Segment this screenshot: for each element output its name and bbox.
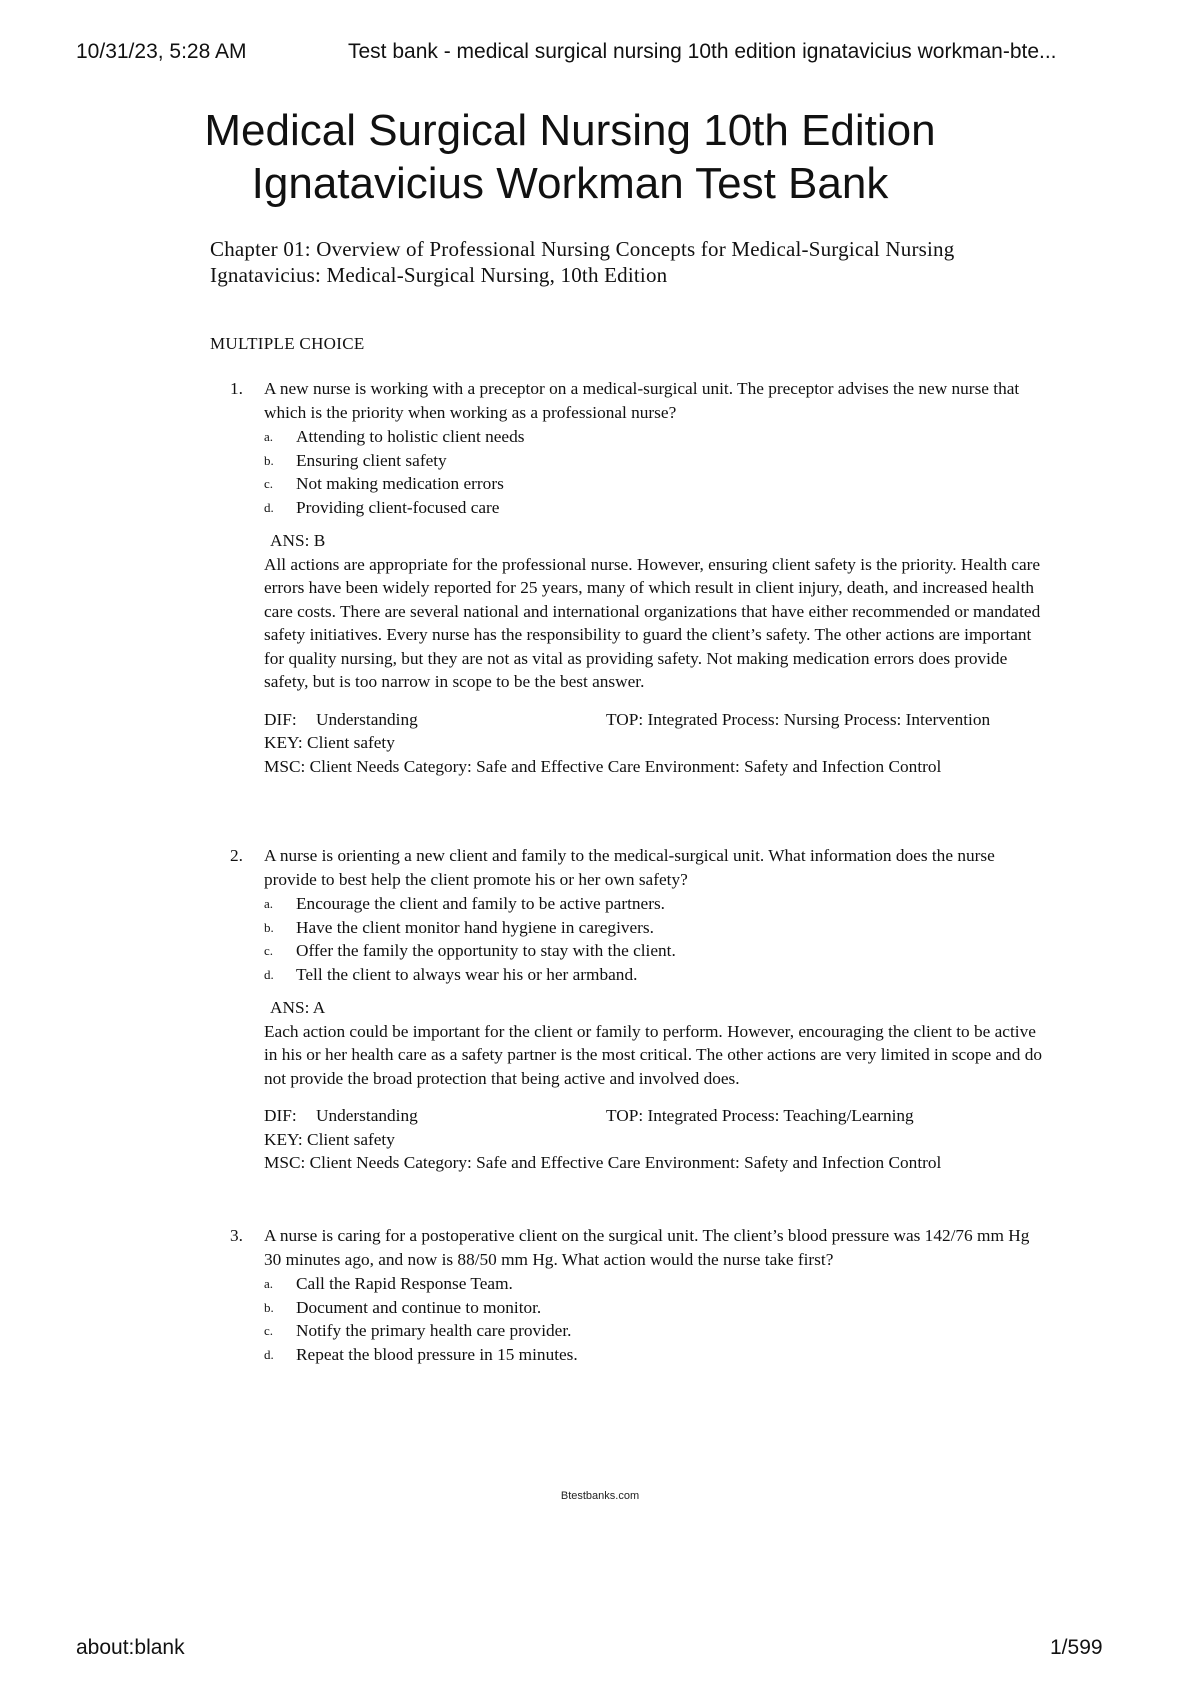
- section-heading: MULTIPLE CHOICE: [210, 334, 365, 353]
- chapter-heading: [210, 236, 954, 288]
- option-b: [264, 916, 1050, 940]
- option-b: [264, 1296, 1050, 1320]
- option-a: [264, 1272, 1050, 1296]
- option-letter: b.: [264, 452, 274, 468]
- question-stem: A nurse is orienting a new client and family to the medical-surgical unit. What information does the nurse provide to best help the client promote his or her own safety?: [264, 846, 995, 889]
- print-page-number: 1/599: [1050, 1636, 1103, 1659]
- option-text: Providing client-focused care: [296, 497, 500, 517]
- option-text: Encourage the client and family to be active partners.: [296, 894, 665, 913]
- option-d: [264, 1343, 1050, 1367]
- option-text: Attending to holistic client needs: [296, 427, 525, 446]
- print-page-title: Test bank - medical surgical nursing 10th edition ignatavicius workman-bte...: [348, 40, 1057, 63]
- option-c: [264, 939, 1050, 963]
- question-3: [230, 1224, 1050, 1366]
- question-metadata: [264, 708, 1050, 779]
- option-letter: c.: [264, 943, 274, 958]
- print-datetime: 10/31/23, 5:28 AM: [76, 40, 247, 63]
- question-2: [230, 844, 1050, 1175]
- question-stem: A nurse is caring for a postoperative client on the surgical unit. The client’s blood pressure was 142/76 mm Hg 30 minutes ago, and now is 88/50 mm Hg. What action would the nurse take first?: [264, 1226, 1030, 1269]
- question-number: 3.: [230, 1226, 243, 1245]
- question-metadata: [264, 1104, 1050, 1175]
- answer-options: [264, 1272, 1050, 1366]
- option-d: [264, 963, 1050, 987]
- question-stem: A new nurse is working with a preceptor on a medical-surgical unit. The preceptor advises the new nurse that which is the priority when working as a professional nurse?: [264, 379, 1020, 422]
- document-title-line-1: Medical Surgical Nursing 10th Edition: [204, 106, 936, 155]
- key: KEY: Client safety: [264, 733, 395, 752]
- option-letter: b.: [264, 919, 274, 935]
- topic: TOP: Integrated Process: Teaching/Learning: [606, 1106, 914, 1125]
- option-text: Not making medication errors: [296, 474, 504, 493]
- option-c: [264, 1319, 1050, 1343]
- option-letter: d.: [264, 499, 274, 515]
- option-text: Offer the family the opportunity to stay with the client.: [296, 941, 676, 960]
- answer-key: ANS: A: [270, 998, 326, 1017]
- question-number: 1.: [230, 379, 243, 398]
- option-letter: d.: [264, 966, 274, 982]
- rationale: All actions are appropriate for the professional nurse. However, ensuring client safety is the priority. Health care errors have been widely reported for 25 years, many of which result in client injury, death, and increased health care costs. There are several national and international organizations that have either recommended or mandated safety initiatives. Every nurse has the responsibility to guard the client’s safety. The other actions are important for quality nursing, but they are not as vital as providing safety. Not making medication errors does provide safety, but is too narrow in scope to be the best answer.: [264, 554, 1041, 691]
- chapter-title: Chapter 01: Overview of Professional Nursing Concepts for Medical-Surgical Nursing: [210, 237, 955, 261]
- question-number: 2.: [230, 846, 243, 865]
- option-letter: d.: [264, 1346, 274, 1362]
- site-footer: Btestbanks.com: [560, 1490, 640, 1502]
- print-url: about:blank: [76, 1636, 185, 1659]
- option-letter: a.: [264, 429, 274, 444]
- book-title: Ignatavicius: Medical-Surgical Nursing, 10th Edition: [210, 263, 668, 287]
- option-d: [264, 496, 1050, 520]
- difficulty-value: Understanding: [316, 1106, 418, 1125]
- option-b: [264, 449, 1050, 473]
- option-c: [264, 472, 1050, 496]
- difficulty-label: DIF:: [264, 1106, 297, 1125]
- option-text: Have the client monitor hand hygiene in caregivers.: [296, 917, 654, 937]
- answer-options: [264, 892, 1050, 986]
- option-a: [264, 892, 1050, 916]
- key: KEY: Client safety: [264, 1129, 395, 1149]
- option-letter: a.: [264, 1276, 274, 1291]
- option-text: Notify the primary health care provider.: [296, 1321, 572, 1340]
- difficulty-value: Understanding: [316, 709, 418, 729]
- rationale: Each action could be important for the client or family to perform. However, encouraging the client to be active in his or her health care as a safety partner is the most critical. The other actions are very limited in scope and do not provide the broad protection that being active and involved does.: [264, 1021, 1043, 1088]
- answer-options: [264, 425, 1050, 519]
- option-letter: c.: [264, 1323, 274, 1338]
- option-letter: a.: [264, 896, 274, 911]
- option-text: Call the Rapid Response Team.: [296, 1274, 513, 1293]
- option-text: Ensuring client safety: [296, 450, 447, 470]
- option-text: Document and continue to monitor.: [296, 1297, 542, 1317]
- msc: MSC: Client Needs Category: Safe and Effective Care Environment: Safety and Infection Control: [264, 1153, 942, 1172]
- option-text: Tell the client to always wear his or her armband.: [296, 964, 638, 984]
- option-letter: c.: [264, 476, 274, 491]
- msc: MSC: Client Needs Category: Safe and Effective Care Environment: Safety and Infection Control: [264, 756, 942, 776]
- difficulty-label: DIF:: [264, 709, 297, 729]
- question-1: [230, 377, 1050, 778]
- option-letter: b.: [264, 1299, 274, 1315]
- document-title: [180, 104, 960, 210]
- document-title-line-2: Ignatavicius Workman Test Bank: [251, 159, 889, 208]
- option-text: Repeat the blood pressure in 15 minutes.: [296, 1344, 578, 1364]
- option-a: [264, 425, 1050, 449]
- answer-key: ANS: B: [270, 531, 326, 550]
- topic: TOP: Integrated Process: Nursing Process: Intervention: [606, 709, 991, 729]
